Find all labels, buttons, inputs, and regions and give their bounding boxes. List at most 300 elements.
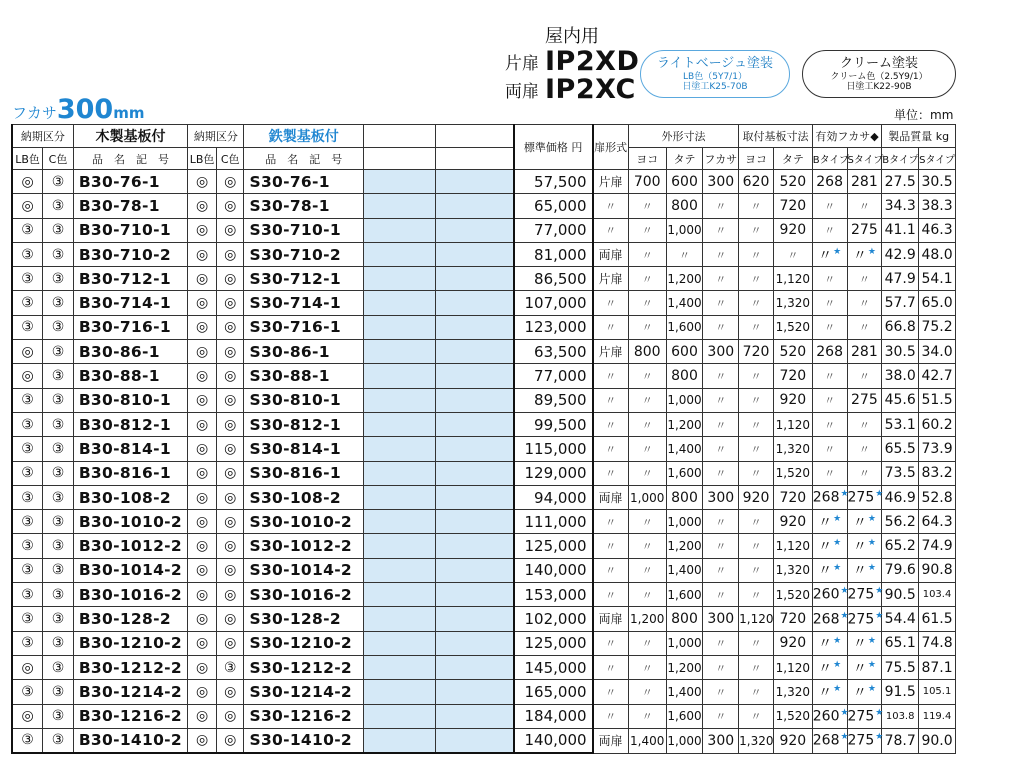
table-row: [12, 631, 956, 655]
lb-color-cell: ◎: [12, 364, 43, 388]
c-color-cell-2: ◎: [216, 558, 244, 582]
mount-height-cell: 1,520: [773, 583, 812, 607]
c-color-cell-2: ◎: [216, 267, 244, 291]
effective-s-cell: 〃: [847, 267, 882, 291]
mass-b-header: Bタイプ: [882, 148, 919, 170]
table-row: [12, 340, 956, 364]
mount-dim-header: 取付基板寸法: [739, 125, 813, 148]
mount-width-cell: 720: [739, 340, 774, 364]
outer-width-cell: 800: [628, 340, 666, 364]
star-icon: ★: [840, 610, 849, 621]
table-row: [12, 461, 956, 485]
blank-cell-2: [435, 461, 514, 485]
outer-width-cell: 〃: [628, 631, 666, 655]
effective-b-cell: 268: [812, 170, 847, 194]
lb-color-cell-2: ◎: [188, 461, 217, 485]
mount-height-cell: 920: [773, 631, 812, 655]
effective-s-cell: 〃: [847, 315, 882, 339]
mass-s-cell: 73.9: [919, 437, 956, 461]
mass-b-cell: 42.9: [882, 242, 919, 266]
single-door-label: 片扉: [505, 53, 539, 74]
c-color-cell: ③: [43, 680, 74, 704]
mass-s-cell: 42.7: [919, 364, 956, 388]
star-icon: ★: [833, 562, 842, 573]
blank-cell-2: [435, 558, 514, 582]
table-row: [12, 437, 956, 461]
outer-depth-cell: 〃: [703, 558, 739, 582]
product-table: [11, 124, 956, 754]
star-icon: ★: [867, 635, 876, 646]
c-color-cell: ③: [43, 510, 74, 534]
price-cell: 184,000: [514, 704, 593, 728]
lb-color-cell: ③: [12, 388, 43, 412]
blank-cell-2: [435, 680, 514, 704]
mass-s-cell: 34.0: [919, 340, 956, 364]
c-color-cell-2: ◎: [216, 534, 244, 558]
steel-model-code: S30-814-1: [244, 437, 364, 461]
wood-model-code: B30-816-1: [73, 461, 187, 485]
mount-width-cell: 〃: [739, 267, 774, 291]
mass-b-cell: 54.4: [882, 607, 919, 631]
wood-model-code: B30-86-1: [73, 340, 187, 364]
double-door-model-row: [505, 72, 636, 106]
price-cell: 94,000: [514, 485, 593, 509]
lb-color-cell-2: ◎: [188, 583, 217, 607]
lb-color-cell-2: ◎: [188, 242, 217, 266]
star-icon: ★: [875, 610, 884, 621]
outer-width-cell: 700: [628, 170, 666, 194]
effective-s-header: Sタイプ: [847, 148, 882, 170]
blank-cell-2: [435, 242, 514, 266]
mount-width-cell: 〃: [739, 655, 774, 679]
star-icon: ★: [833, 538, 842, 549]
depth-label: フカサ: [12, 104, 57, 122]
door-type-cell: 〃: [593, 315, 629, 339]
lb-color-cell-2: ◎: [188, 510, 217, 534]
mount-width-header: ヨコ: [739, 148, 774, 170]
mass-s-cell: 65.0: [919, 291, 956, 315]
c-color-cell-2: ◎: [216, 218, 244, 242]
mass-s-cell: 119.4: [919, 704, 956, 728]
table-row: [12, 680, 956, 704]
star-icon: ★: [867, 514, 876, 525]
mass-s-cell: 38.3: [919, 194, 956, 218]
outer-depth-cell: 〃: [703, 267, 739, 291]
c-color-cell: ③: [43, 461, 74, 485]
outer-depth-cell: 300: [703, 170, 739, 194]
delivery-header-2: 納期区分: [188, 125, 244, 148]
lb-color-cell-2: ◎: [188, 170, 217, 194]
lb-color-cell: ◎: [12, 340, 43, 364]
steel-model-code: S30-78-1: [244, 194, 364, 218]
outer-width-cell: 〃: [628, 194, 666, 218]
outer-height-cell: 1,600: [666, 583, 703, 607]
star-icon: ★: [875, 707, 884, 718]
effective-s-cell: 281: [847, 340, 882, 364]
price-cell: 89,500: [514, 388, 593, 412]
outer-width-cell: 〃: [628, 680, 666, 704]
c-color-header: C色: [43, 148, 74, 170]
mount-height-cell: 1,320: [773, 558, 812, 582]
wood-model-code: B30-814-1: [73, 437, 187, 461]
mass-b-cell: 79.6: [882, 558, 919, 582]
effective-b-cell: 〃★: [812, 534, 847, 558]
mass-s-cell: 87.1: [919, 655, 956, 679]
mount-width-cell: 〃: [739, 631, 774, 655]
c-color-cell-2: ◎: [216, 680, 244, 704]
mass-b-cell: 65.1: [882, 631, 919, 655]
mass-b-cell: 53.1: [882, 412, 919, 436]
mount-width-cell: 〃: [739, 388, 774, 412]
blank-cell-2: [435, 412, 514, 436]
price-cell: 99,500: [514, 412, 593, 436]
paint-cream-badge: [802, 50, 956, 98]
effective-b-cell: 〃★: [812, 510, 847, 534]
mass-s-cell: 61.5: [919, 607, 956, 631]
star-icon: ★: [840, 489, 849, 500]
door-type-header: 扉形式: [593, 125, 629, 170]
mass-b-cell: 46.9: [882, 485, 919, 509]
mount-height-cell: 1,320: [773, 437, 812, 461]
lb-color-header-2: LB色: [188, 148, 217, 170]
star-icon: ★: [875, 586, 884, 597]
mass-b-cell: 90.5: [882, 583, 919, 607]
blank-cell-2: [435, 194, 514, 218]
mass-s-cell: 64.3: [919, 510, 956, 534]
table-row: [12, 558, 956, 582]
mass-b-cell: 41.1: [882, 218, 919, 242]
mass-s-cell: 51.5: [919, 388, 956, 412]
blank-cell-1: [364, 170, 436, 194]
outer-height-cell: 800: [666, 607, 703, 631]
blank-cell-1: [364, 510, 436, 534]
outer-width-cell: 〃: [628, 364, 666, 388]
mount-height-cell: 720: [773, 607, 812, 631]
c-color-cell: ③: [43, 267, 74, 291]
c-color-cell: ③: [43, 218, 74, 242]
blank-header-1: [364, 125, 436, 148]
table-row: [12, 485, 956, 509]
steel-model-code: S30-816-1: [244, 461, 364, 485]
mass-b-cell: 65.2: [882, 534, 919, 558]
blank-cell-1: [364, 194, 436, 218]
effective-b-cell: 〃: [812, 291, 847, 315]
c-color-cell: ③: [43, 607, 74, 631]
mass-s-cell: 75.2: [919, 315, 956, 339]
mount-height-cell: 1,120: [773, 412, 812, 436]
mass-b-cell: 34.3: [882, 194, 919, 218]
outer-depth-cell: 〃: [703, 437, 739, 461]
c-color-cell-2: ◎: [216, 631, 244, 655]
door-type-cell: 〃: [593, 704, 629, 728]
mount-height-cell: 1,120: [773, 655, 812, 679]
mount-width-cell: 〃: [739, 583, 774, 607]
c-color-cell-2: ◎: [216, 291, 244, 315]
c-color-cell: ③: [43, 655, 74, 679]
effective-depth-header: 有効フカサ◆: [812, 125, 882, 148]
star-icon: ★: [867, 659, 876, 670]
effective-s-cell: 〃: [847, 291, 882, 315]
outer-height-cell: 1,600: [666, 704, 703, 728]
mass-s-cell: 74.8: [919, 631, 956, 655]
mount-width-cell: 〃: [739, 534, 774, 558]
effective-s-cell: 275★: [847, 607, 882, 631]
door-type-cell: 〃: [593, 218, 629, 242]
blank-cell-2: [435, 340, 514, 364]
effective-s-cell: 〃: [847, 437, 882, 461]
lb-color-cell: ③: [12, 437, 43, 461]
table-row: [12, 704, 956, 728]
wood-model-code: B30-710-2: [73, 242, 187, 266]
mount-height-cell: 920: [773, 510, 812, 534]
blank-cell-1: [364, 607, 436, 631]
blank-cell-2: [435, 291, 514, 315]
lb-color-cell-2: ◎: [188, 558, 217, 582]
outer-depth-cell: 〃: [703, 510, 739, 534]
mass-b-cell: 65.5: [882, 437, 919, 461]
blank-cell-2: [435, 170, 514, 194]
effective-s-cell: 〃★: [847, 534, 882, 558]
outer-width-cell: 〃: [628, 388, 666, 412]
steel-model-code: S30-1016-2: [244, 583, 364, 607]
c-color-cell: ③: [43, 194, 74, 218]
outer-height-cell: 1,200: [666, 655, 703, 679]
steel-model-code: S30-1014-2: [244, 558, 364, 582]
steel-model-code: S30-1214-2: [244, 680, 364, 704]
mount-width-cell: 〃: [739, 194, 774, 218]
lb-color-cell: ◎: [12, 194, 43, 218]
door-type-cell: 両扉: [593, 728, 629, 753]
c-color-cell: ③: [43, 412, 74, 436]
star-icon: ★: [867, 246, 876, 257]
effective-s-cell: 〃★: [847, 655, 882, 679]
steel-model-code: S30-108-2: [244, 485, 364, 509]
c-color-cell-2: ◎: [216, 485, 244, 509]
effective-b-cell: 〃: [812, 388, 847, 412]
outer-width-cell: 〃: [628, 558, 666, 582]
mass-b-cell: 78.7: [882, 728, 919, 753]
effective-b-cell: 268★: [812, 728, 847, 753]
table-row: [12, 218, 956, 242]
mount-height-cell: 1,320: [773, 680, 812, 704]
outer-depth-cell: 〃: [703, 583, 739, 607]
outer-height-cell: 800: [666, 194, 703, 218]
mount-height-cell: 920: [773, 388, 812, 412]
lb-color-cell: ③: [12, 315, 43, 339]
blank-cell-2: [435, 728, 514, 753]
outer-height-cell: 1,400: [666, 558, 703, 582]
mass-b-cell: 27.5: [882, 170, 919, 194]
mount-height-cell: 520: [773, 170, 812, 194]
outer-width-cell: 〃: [628, 437, 666, 461]
star-icon: ★: [833, 514, 842, 525]
c-color-cell-2: ◎: [216, 437, 244, 461]
wood-model-code: B30-712-1: [73, 267, 187, 291]
blank-header-2: [435, 125, 514, 148]
steel-model-code: S30-710-1: [244, 218, 364, 242]
steel-model-code: S30-1216-2: [244, 704, 364, 728]
blank-cell-2: [435, 704, 514, 728]
outer-dim-header: 外形寸法: [628, 125, 738, 148]
star-icon: ★: [875, 732, 884, 743]
door-type-cell: 〃: [593, 680, 629, 704]
outer-depth-cell: 300: [703, 728, 739, 753]
mass-s-cell: 48.0: [919, 242, 956, 266]
mount-height-cell: 1,520: [773, 461, 812, 485]
wood-model-code: B30-1214-2: [73, 680, 187, 704]
price-cell: 102,000: [514, 607, 593, 631]
c-color-cell: ③: [43, 170, 74, 194]
paint-lightbeige-title: ライトベージュ塗装: [656, 56, 774, 71]
wood-model-code: B30-1216-2: [73, 704, 187, 728]
mass-b-cell: 47.9: [882, 267, 919, 291]
price-cell: 145,000: [514, 655, 593, 679]
lb-color-header: LB色: [12, 148, 43, 170]
door-type-cell: 片扉: [593, 340, 629, 364]
mass-b-cell: 45.6: [882, 388, 919, 412]
door-type-cell: 両扉: [593, 242, 629, 266]
outer-depth-cell: 〃: [703, 534, 739, 558]
lb-color-cell: ◎: [12, 170, 43, 194]
steel-code-header: 品 名 記 号: [244, 148, 364, 170]
lb-color-cell: ③: [12, 534, 43, 558]
mass-s-cell: 30.5: [919, 170, 956, 194]
price-cell: 86,500: [514, 267, 593, 291]
mass-b-cell: 38.0: [882, 364, 919, 388]
outer-depth-cell: 〃: [703, 364, 739, 388]
lb-color-cell-2: ◎: [188, 218, 217, 242]
table-row: [12, 510, 956, 534]
lb-color-cell-2: ◎: [188, 194, 217, 218]
wood-code-header: 品 名 記 号: [73, 148, 187, 170]
effective-b-cell: 260★: [812, 704, 847, 728]
door-type-cell: 〃: [593, 461, 629, 485]
table-row: [12, 194, 956, 218]
blank-cell-1: [364, 267, 436, 291]
door-type-cell: 〃: [593, 388, 629, 412]
door-type-cell: 〃: [593, 583, 629, 607]
effective-s-cell: 〃★: [847, 510, 882, 534]
outer-depth-header: フカサ: [703, 148, 739, 170]
mount-width-cell: 920: [739, 485, 774, 509]
steel-model-code: S30-714-1: [244, 291, 364, 315]
mass-s-cell: 103.4: [919, 583, 956, 607]
door-type-cell: 〃: [593, 412, 629, 436]
outer-depth-cell: 〃: [703, 291, 739, 315]
door-type-cell: 〃: [593, 631, 629, 655]
wood-model-code: B30-78-1: [73, 194, 187, 218]
blank-cell-1: [364, 364, 436, 388]
blank-cell-1: [364, 655, 436, 679]
steel-model-code: S30-1010-2: [244, 510, 364, 534]
price-cell: 140,000: [514, 558, 593, 582]
table-row: [12, 412, 956, 436]
effective-s-cell: 〃: [847, 364, 882, 388]
outer-height-cell: 〃: [666, 242, 703, 266]
blank-cell-1: [364, 315, 436, 339]
blank-cell-2: [435, 510, 514, 534]
table-row: [12, 364, 956, 388]
wood-model-code: B30-108-2: [73, 485, 187, 509]
outer-height-cell: 1,400: [666, 680, 703, 704]
price-cell: 165,000: [514, 680, 593, 704]
mount-width-cell: 620: [739, 170, 774, 194]
effective-s-cell: 275★: [847, 728, 882, 753]
outer-depth-cell: 〃: [703, 388, 739, 412]
steel-model-code: S30-1212-2: [244, 655, 364, 679]
lb-color-cell-2: ◎: [188, 534, 217, 558]
mount-width-cell: 〃: [739, 218, 774, 242]
c-color-cell: ③: [43, 558, 74, 582]
price-cell: 125,000: [514, 534, 593, 558]
effective-b-cell: 268★: [812, 607, 847, 631]
mount-width-cell: 〃: [739, 510, 774, 534]
c-color-header-2: C色: [216, 148, 244, 170]
lb-color-cell: ③: [12, 267, 43, 291]
mass-s-cell: 90.0: [919, 728, 956, 753]
c-color-cell-2: ◎: [216, 194, 244, 218]
price-cell: 140,000: [514, 728, 593, 753]
steel-model-code: S30-712-1: [244, 267, 364, 291]
steel-model-code: S30-810-1: [244, 388, 364, 412]
lb-color-cell-2: ◎: [188, 437, 217, 461]
effective-s-cell: 275: [847, 218, 882, 242]
lb-color-cell-2: ◎: [188, 388, 217, 412]
mass-b-cell: 75.5: [882, 655, 919, 679]
c-color-cell: ③: [43, 364, 74, 388]
mass-b-cell: 73.5: [882, 461, 919, 485]
outer-height-cell: 1,600: [666, 461, 703, 485]
single-door-model: IP2XD: [545, 45, 640, 77]
steel-model-code: S30-812-1: [244, 412, 364, 436]
lb-color-cell-2: ◎: [188, 291, 217, 315]
blank-cell-1: [364, 218, 436, 242]
mount-height-header: タテ: [773, 148, 812, 170]
c-color-cell-2: ◎: [216, 412, 244, 436]
effective-b-cell: 〃: [812, 364, 847, 388]
blank-cell-1: [364, 388, 436, 412]
lb-color-cell-2: ◎: [188, 315, 217, 339]
mass-s-header: Sタイプ: [919, 148, 956, 170]
wood-base-header: 木製基板付: [73, 125, 187, 148]
effective-b-cell: 〃★: [812, 631, 847, 655]
unit-note: 単位：mm: [894, 108, 954, 122]
table-row: [12, 170, 956, 194]
outer-depth-cell: 300: [703, 340, 739, 364]
c-color-cell-2: ◎: [216, 388, 244, 412]
price-cell: 77,000: [514, 364, 593, 388]
steel-model-code: S30-1210-2: [244, 631, 364, 655]
mount-width-cell: 〃: [739, 315, 774, 339]
mount-width-cell: 〃: [739, 364, 774, 388]
wood-model-code: B30-76-1: [73, 170, 187, 194]
mass-b-cell: 30.5: [882, 340, 919, 364]
outer-depth-cell: 300: [703, 607, 739, 631]
effective-b-cell: 〃★: [812, 655, 847, 679]
mass-b-cell: 56.2: [882, 510, 919, 534]
wood-model-code: B30-1410-2: [73, 728, 187, 753]
effective-b-cell: 〃: [812, 267, 847, 291]
c-color-cell: ③: [43, 388, 74, 412]
effective-b-cell: 〃: [812, 461, 847, 485]
star-icon: ★: [840, 707, 849, 718]
effective-s-cell: 〃★: [847, 631, 882, 655]
effective-b-cell: 〃: [812, 194, 847, 218]
price-cell: 153,000: [514, 583, 593, 607]
effective-s-cell: 〃★: [847, 680, 882, 704]
c-color-cell-2: ◎: [216, 364, 244, 388]
outer-height-cell: 1,000: [666, 218, 703, 242]
